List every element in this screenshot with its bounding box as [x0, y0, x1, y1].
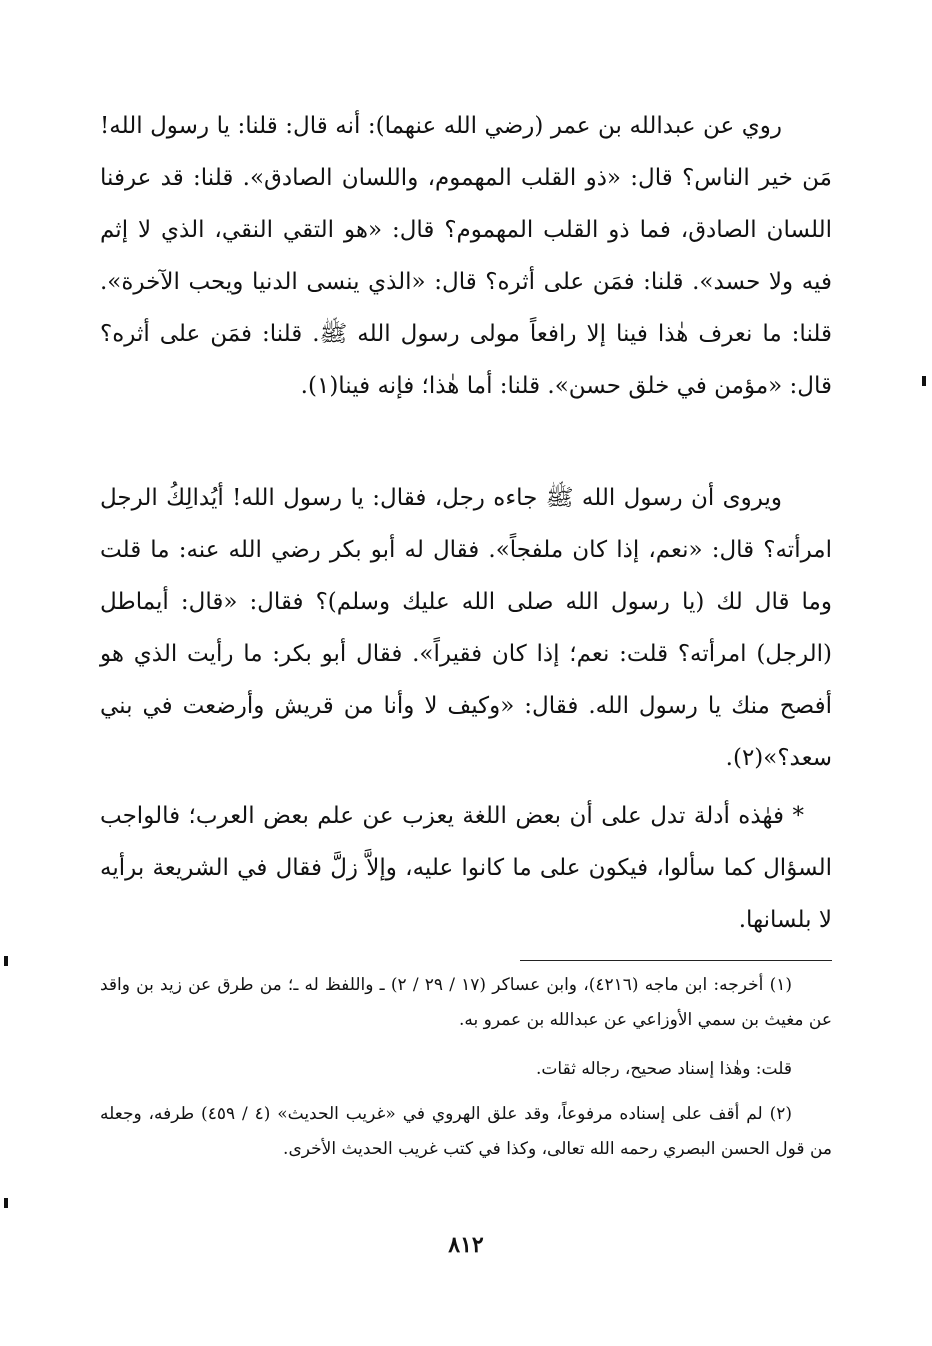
paragraph-1: روي عن عبدالله بن عمر (رضي الله عنهما): أنه قال: قلنا: يا رسول الله! مَن خير الناس؟ قال: «ذو القلب المهموم، واللسان الصادق». قلنا: قد عرفنا اللسان الصادق، فما ذو القلب المهموم؟ قال: «هو التقي النقي، الذي لا إثم فيه ولا حسد». قلنا: فمَن على أثره؟ قال: «الذي ينسى الدنيا ويحب الآخرة». قلنا: ما نعرف هٰذا فينا إلا رافعاً مولى رسول الله ﷺ. قلنا: فمَن على أثره؟ قال: «مؤمن في خلق حسن». قلنا: أما هٰذا؛ فإنه فينا(١).	[100, 113, 832, 399]
scan-edge-mark	[4, 956, 8, 966]
footnote-1: (١) أخرجه: ابن ماجه (٤٢١٦)، وابن عساكر (١٧ / ٢٩ / ٢) ـ واللفظ له ـ؛ من طرق عن زيد بن واقد عن مغيث بن سمي الأوزاعي عن عبدالله بن عمرو به.	[100, 975, 832, 1030]
scan-edge-mark	[4, 1198, 8, 1208]
paragraph-2: ويروى أن رسول الله ﷺ جاءه رجل، فقال: يا رسول الله! أيُدالِكُ الرجل امرأته؟ قال: «نعم، إذا كان ملفجاً». فقال له أبو بكر رضي الله عنه: ما قلت وما قال لك (يا رسول الله صلى الله عليك وسلم)؟ فقال: «قال: أيماطل (الرجل) امرأته؟ قلت: نعم؛ إذا كان فقيراً». فقال أبو بكر: ما رأيت الذي هو أفصح منك يا رسول الله. فقال: «وكيف لا وأنا من قريش وأرضعت في بني سعد؟»(٢).	[100, 485, 832, 771]
footnote-2: (٢) لم أقف على إسناده مرفوعاً، وقد علق الهروي في «غريب الحديث» (٤ / ٤٥٩) طرفه، وجعله من قول الحسن البصري رحمه الله تعالى، وكذا في كتب غريب الحديث الأخرى.	[100, 1104, 832, 1159]
page-number: ٨١٢	[448, 1232, 484, 1258]
scan-edge-mark	[922, 376, 926, 386]
paragraph-3: * فهٰذه أدلة تدل على أن بعض اللغة يعزب عن علم بعض العرب؛ فالواجب السؤال كما سألوا، فيكون على ما كانوا عليه، وإلاَّ زلَّ فقال في الشريعة برأيه لا بلسانها.	[100, 803, 832, 933]
footnote-1-note: قلت: وهٰذا إسناد صحيح، رجاله ثقات.	[536, 1059, 792, 1079]
footnote-separator	[520, 960, 832, 961]
